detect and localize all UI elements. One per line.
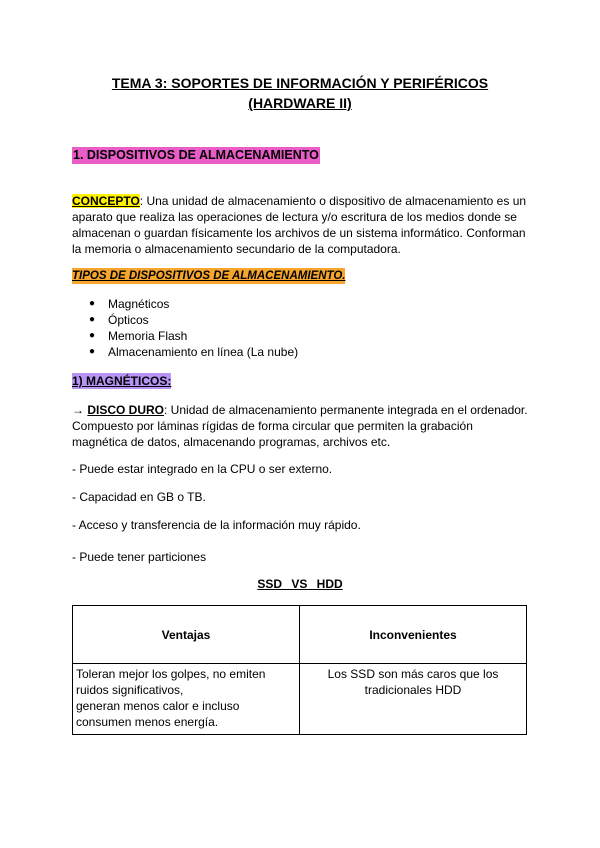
- concepto-text: : Una unidad de almacenamiento o dispositivo de almacenamiento es un aparato que realiza las operaciones de lectura y/o escritura de los medios donde se almacenan o guardan físicamente los archivos de un sistema informático. Conforman la memoria o almacenamiento secundario de la computadora.: [72, 194, 527, 256]
- section-heading-dispositivos: 1. DISPOSITIVOS DE ALMACENAMIENTO: [73, 148, 319, 162]
- header-ventajas: Ventajas: [73, 606, 300, 664]
- document-title: [72, 73, 528, 113]
- list-item: ● Ópticos: [89, 313, 149, 327]
- cell-ventajas: Toleran mejor los golpes, no emiten ruidos significativos, generan menos calor e incluso consumen menos energía.: [73, 664, 300, 735]
- title-line-1: TEMA 3: SOPORTES DE INFORMACIÓN Y PERIFÉRICOS: [111, 75, 489, 91]
- concepto-label: CONCEPTO: [72, 194, 140, 208]
- disco-duro-text: : Unidad de almacenamiento permanente integrada en el ordenador. Compuesto por láminas rígidas de forma circular que permiten la grabación magnética de datos, almacenando programas, archivos etc.: [72, 403, 528, 449]
- bullet-icon: ●: [89, 346, 96, 357]
- list-item: ● Almacenamiento en línea (La nube): [89, 345, 299, 359]
- header-inconvenientes: Inconvenientes: [300, 606, 527, 664]
- tipos-list: [72, 296, 298, 360]
- comparison-title: SSD VS HDD: [257, 577, 343, 591]
- point-particiones: - Puede tener particiones: [72, 550, 207, 564]
- bullet-icon: ●: [89, 298, 96, 309]
- bullet-icon: ●: [89, 330, 96, 341]
- tipos-heading: TIPOS DE DISPOSITIVOS DE ALMACENAMIENTO.: [72, 270, 346, 282]
- table-header-row: [73, 606, 527, 664]
- magneticos-heading: 1) MAGNÉTICOS:: [72, 374, 172, 388]
- cell-inconvenientes: Los SSD son más caros que los tradicionales HDD: [300, 664, 527, 735]
- title-line-2: (HARDWARE II): [248, 95, 352, 111]
- table-row: [73, 664, 527, 735]
- disco-duro-paragraph: [72, 402, 528, 450]
- bullet-icon: ●: [89, 314, 96, 325]
- list-item: ● Magnéticos: [89, 297, 170, 311]
- comparison-table: [72, 605, 527, 735]
- list-item: ● Memoria Flash: [89, 329, 188, 343]
- point-capacidad: - Capacidad en GB o TB.: [72, 490, 206, 504]
- point-integrado: - Puede estar integrado en la CPU o ser externo.: [72, 462, 333, 476]
- point-acceso: - Acceso y transferencia de la información muy rápido.: [72, 518, 361, 532]
- disco-duro-label: DISCO DURO: [87, 403, 165, 417]
- arrow-icon: →: [72, 403, 88, 417]
- concepto-paragraph: [72, 193, 528, 257]
